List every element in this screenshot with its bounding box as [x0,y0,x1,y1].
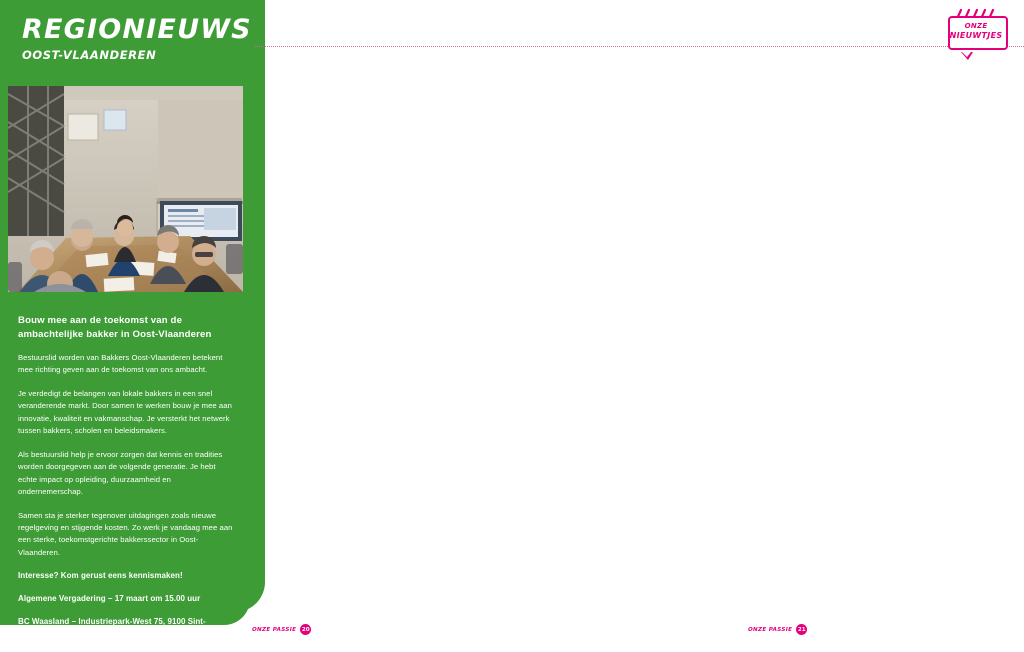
page-number: 20 [300,624,311,635]
masthead [22,14,252,62]
onze-nieuwtjes-logo [948,8,1006,53]
footer-right [748,624,807,635]
page-title: REGIONIEUWS [22,14,252,45]
article-paragraph-2: Je verdedigt de belangen van lokale bakkers in een snel veranderende markt. Door samen te werken bouw je mee aan innovatie, kwaliteit en vakmanschap. Je versterkt het netwerk tussen bakkers, scholen en beleidsmakers. [18,388,232,436]
article-highlight-3: BC Waasland – Industriepark-West 75, 9100 Sint-Niklaas [18,617,206,640]
article-highlight-1: Interesse? Kom gerust eens kennismaken! [18,571,183,581]
logo-line-1: ONZE [964,22,988,30]
footer-left [252,624,311,635]
board-meeting-photo [8,86,243,292]
article-paragraph-3: Als bestuurslid help je ervoor zorgen dat kennis en tradities worden doorgegeven aan de volgende generatie. Je hebt echte impact op opleiding, duurzaamheid en ondernemerschap. [18,449,223,497]
article-highlight-2: Algemene Vergadering – 17 maart om 15.00 uur [18,594,201,604]
article-paragraph-4: Samen sta je sterker tegenover uitdagingen zoals nieuwe regelgeving en stijgende kosten. Zo werk je vandaag mee aan een sterke, toekomstgerichte bakkerssector in Oost-Vlaanderen. [18,510,233,557]
page-subtitle: OOST-VLAANDEREN [22,48,157,62]
article-paragraph-1: Bestuurslid worden van Bakkers Oost-Vlaanderen betekent mee richting geven aan de toekomst van ons ambacht. [18,352,223,375]
article-body [18,314,234,652]
footer-label: ONZE PASSIE [252,626,297,633]
logo-bubble-tail-inner [962,52,971,57]
logo-line-2: NIEUWTJES [949,31,1003,40]
page-number: 21 [796,624,807,635]
article-heading: Bouw mee aan de toekomst van de ambachtelijke bakker in Oost-Vlaanderen [18,315,212,340]
header-divider [255,46,1024,48]
footer-label: ONZE PASSIE [748,626,793,633]
